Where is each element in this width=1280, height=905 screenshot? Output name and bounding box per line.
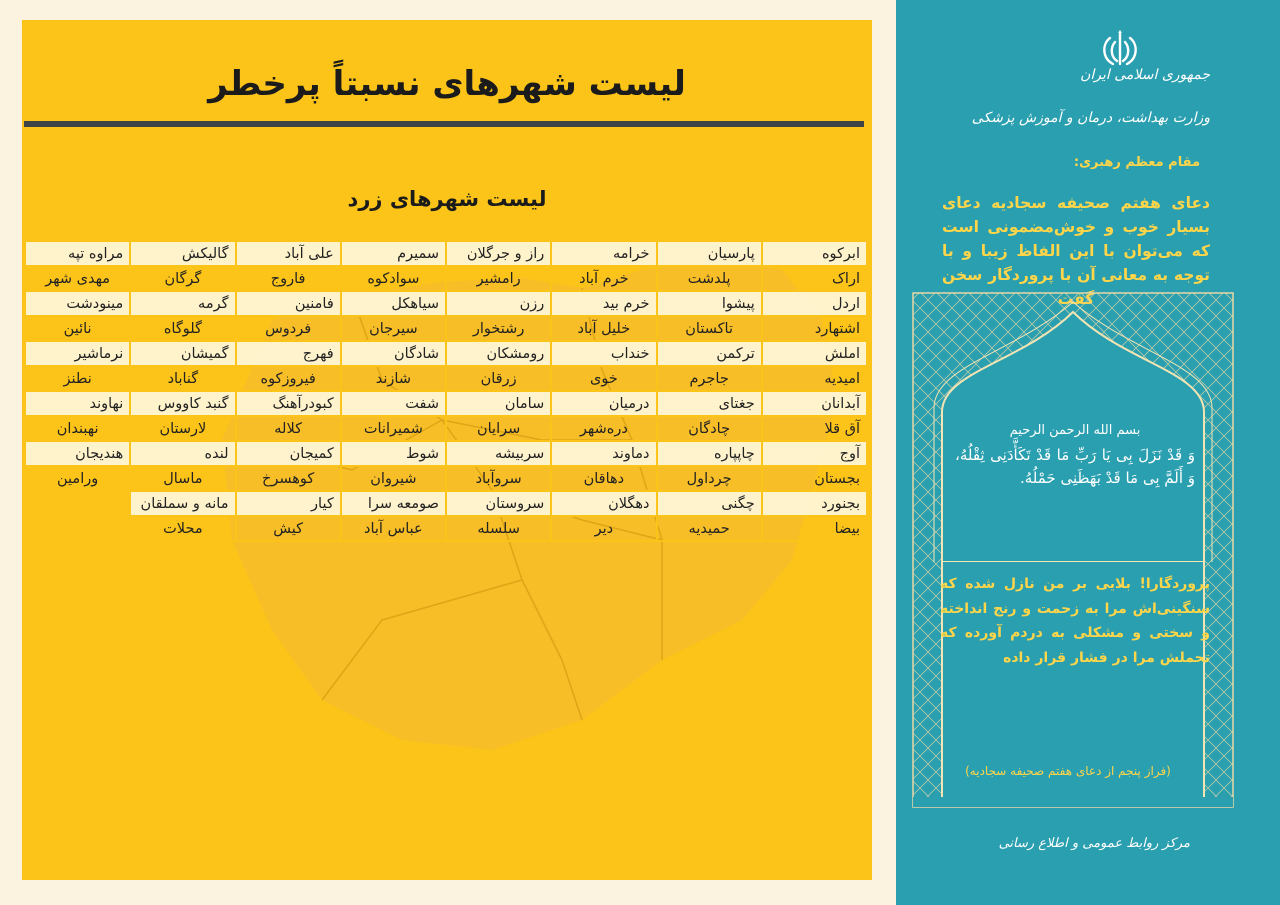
city-cell: ماسال [130, 466, 235, 491]
city-cell: خوی [551, 366, 656, 391]
city-cell: نطنز [25, 366, 130, 391]
city-cell: رزن [446, 291, 551, 316]
city-cell: املش [762, 341, 867, 366]
city-cell: گرمه [130, 291, 235, 316]
city-cell: شیروان [341, 466, 446, 491]
city-cell: ابرکوه [762, 241, 867, 266]
city-cell: خنداب [551, 341, 656, 366]
verse-source-note: (فراز پنجم از دعای هفتم صحیفه سجادیه) [965, 764, 1171, 778]
city-cell: بیضا [762, 516, 867, 541]
city-cell: لنده [130, 441, 235, 466]
city-row [25, 241, 867, 266]
city-cell: سمیرم [341, 241, 446, 266]
city-row [25, 341, 867, 366]
leader-label: مقام معظم رهبری: [1073, 155, 1200, 170]
republic-name: جمهوری اسلامی ایران [1080, 67, 1210, 83]
page-title: لیست شهرهای نسبتاً پرخطر [208, 64, 686, 104]
city-cell: فاروج [236, 266, 341, 291]
city-cell: علی آباد [236, 241, 341, 266]
city-cell: فردوس [236, 316, 341, 341]
city-row [25, 391, 867, 416]
city-row [25, 466, 867, 491]
city-cell: راز و جرگلان [446, 241, 551, 266]
city-row [25, 491, 867, 516]
city-cell: خلیل آباد [551, 316, 656, 341]
city-cell: مهدی شهر [25, 266, 130, 291]
city-cell: کیار [236, 491, 341, 516]
city-cell: درمیان [551, 391, 656, 416]
intro-text: دعای هفتم صحیفه سجادیه دعای بسیار خوب و خوش‌مضمونی است که می‌توان با این الفاظ زیبا و با توجه به معانی آن با پروردگار سخن [942, 194, 1210, 284]
title-divider [24, 121, 864, 127]
city-cell: اردل [762, 291, 867, 316]
city-cell: دره‌شهر [551, 416, 656, 441]
city-cell: گنبد کاووس [130, 391, 235, 416]
city-cell: ترکمن [657, 341, 762, 366]
city-cell: ورامین [25, 466, 130, 491]
city-cell: فهرج [236, 341, 341, 366]
city-cell: خرامه [551, 241, 656, 266]
city-cell: نهبندان [25, 416, 130, 441]
city-cell: آق قلا [762, 416, 867, 441]
city-row [25, 416, 867, 441]
city-table [24, 240, 868, 542]
city-cell: امیدیه [762, 366, 867, 391]
city-cell: رامشیر [446, 266, 551, 291]
city-cell: جاجرم [657, 366, 762, 391]
city-cell: دهاقان [551, 466, 656, 491]
city-cell: فامنین [236, 291, 341, 316]
city-cell: خرم آباد [551, 266, 656, 291]
city-cell: گالیکش [130, 241, 235, 266]
iran-emblem-icon [1096, 30, 1144, 70]
city-cell: سلسله [446, 516, 551, 541]
city-cell: زرقان [446, 366, 551, 391]
verse-arabic: وَ قَدْ نَزَلَ بِی یَا رَبِّ مَا قَدْ تَکَأَّدَنِی ثِقْلُهُ، وَ أَلَمَّ بِی مَا قَدْ بَهَظَنِی حَمْلُهُ. [955, 446, 1195, 487]
city-cell: مراوه تپه [25, 241, 130, 266]
city-cell: کیش [236, 516, 341, 541]
city-cell: مینودشت [25, 291, 130, 316]
city-cell: گناباد [130, 366, 235, 391]
city-cell: نائین [25, 316, 130, 341]
city-cell: رشتخوار [446, 316, 551, 341]
city-cell: مانه و سملقان [130, 491, 235, 516]
city-cell: تاکستان [657, 316, 762, 341]
city-cell: اشتهارد [762, 316, 867, 341]
city-cell: لارستان [130, 416, 235, 441]
city-cell: چگنی [657, 491, 762, 516]
city-cell: سروآباد [446, 466, 551, 491]
city-cell: شازند [341, 366, 446, 391]
city-cell: آبدانان [762, 391, 867, 416]
city-cell: نرماشیر [25, 341, 130, 366]
list-title: لیست شهرهای زرد [347, 187, 547, 211]
city-cell: سامان [446, 391, 551, 416]
ministry-name: وزارت بهداشت، درمان و آموزش پزشکی [971, 110, 1210, 126]
city-cell: گلوگاه [130, 316, 235, 341]
city-cell: سوادکوه [341, 266, 446, 291]
city-cell: سیاهکل [341, 291, 446, 316]
city-cell: سرایان [446, 416, 551, 441]
city-cell: فیروزکوه [236, 366, 341, 391]
yellow-panel [22, 20, 872, 880]
city-row [25, 316, 867, 341]
city-cell: آوج [762, 441, 867, 466]
city-cell: حمیدیه [657, 516, 762, 541]
city-cell: شمیرانات [341, 416, 446, 441]
city-cell: دهگلان [551, 491, 656, 516]
city-cell: جغتای [657, 391, 762, 416]
city-cell: گمیشان [130, 341, 235, 366]
city-cell: دماوند [551, 441, 656, 466]
footer-credit: مرکز روابط عمومی و اطلاع رسانی [998, 836, 1190, 851]
city-row [25, 291, 867, 316]
city-cell: چاپپاره [657, 441, 762, 466]
city-cell: اراک [762, 266, 867, 291]
city-cell: کوهسرخ [236, 466, 341, 491]
city-cell: هندیجان [25, 441, 130, 466]
city-cell: شادگان [341, 341, 446, 366]
city-cell: بجستان [762, 466, 867, 491]
city-cell: بجنورد [762, 491, 867, 516]
city-cell: کمیجان [236, 441, 341, 466]
empty-cell [25, 491, 130, 516]
city-cell: نهاوند [25, 391, 130, 416]
ornamental-arch-frame [912, 292, 1234, 808]
city-row [25, 266, 867, 291]
city-cell: رومشکان [446, 341, 551, 366]
city-cell: سروستان [446, 491, 551, 516]
city-cell: سربیشه [446, 441, 551, 466]
city-cell: دیر [551, 516, 656, 541]
city-cell: خرم بید [551, 291, 656, 316]
city-row [25, 516, 867, 541]
city-cell: گرگان [130, 266, 235, 291]
city-cell: محلات [130, 516, 235, 541]
city-cell: پیشوا [657, 291, 762, 316]
city-cell: چرداول [657, 466, 762, 491]
city-cell: چادگان [657, 416, 762, 441]
city-cell: صومعه سرا [341, 491, 446, 516]
prayer-translation: پروردگارا! بلایی بر من نازل شده که سنگینی‌اش مرا به زحمت و رنج انداخته و سختی و مشکلی به دردم آورده که تحملش مرا در فشار قرار داده [940, 576, 1210, 666]
city-row [25, 441, 867, 466]
city-cell: عباس آباد [341, 516, 446, 541]
city-cell: شفت [341, 391, 446, 416]
city-cell: سیرجان [341, 316, 446, 341]
city-cell: کبودرآهنگ [236, 391, 341, 416]
city-cell: کلاله [236, 416, 341, 441]
city-cell: شوط [341, 441, 446, 466]
bismillah: بسم الله الرحمن الرحیم [1009, 423, 1141, 438]
empty-cell [25, 516, 130, 541]
city-row [25, 366, 867, 391]
city-cell: پلدشت [657, 266, 762, 291]
city-cell: پارسیان [657, 241, 762, 266]
